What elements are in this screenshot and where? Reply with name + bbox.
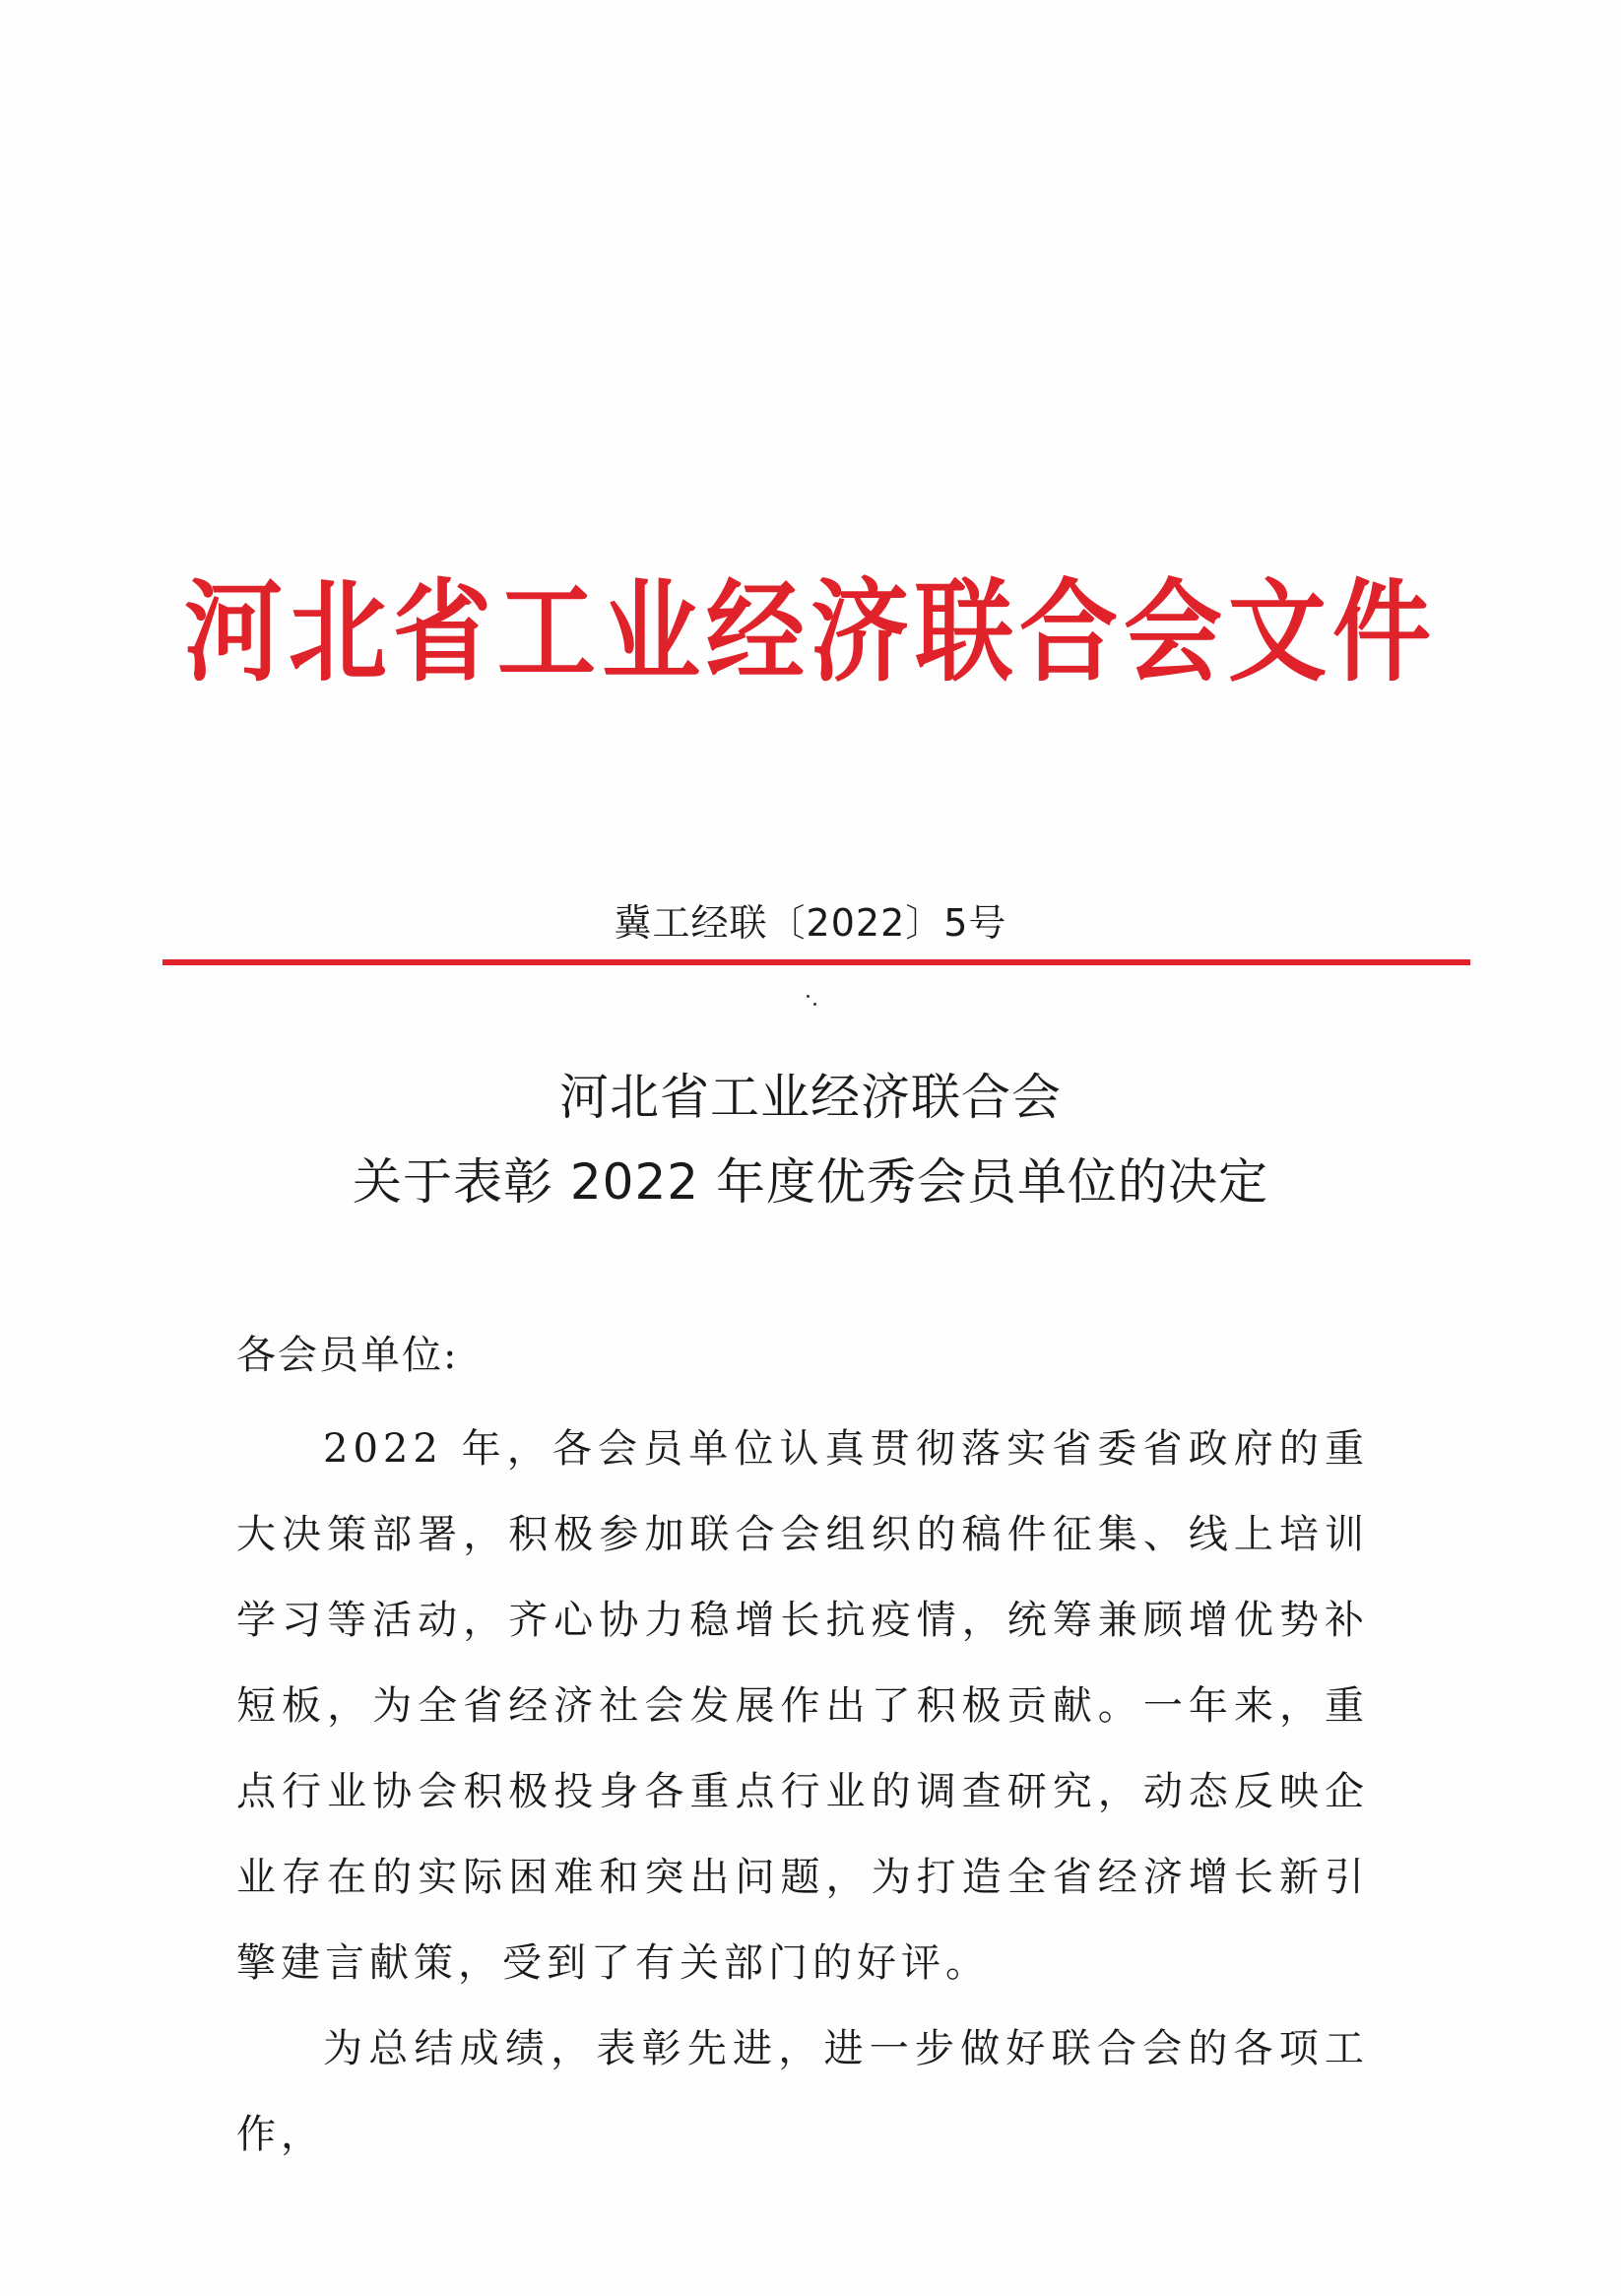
body-paragraph-2: 为总结成绩，表彰先进，进一步做好联合会的各项工作， — [236, 2026, 1369, 2157]
salutation: 各会员单位: — [236, 1333, 459, 1378]
red-divider-rule — [162, 959, 1470, 965]
document-number: 冀工经联〔2022〕5号 — [614, 901, 1007, 945]
scan-speck — [807, 995, 810, 998]
body-paragraph-1: 2022 年，各会员单位认真贯彻落实省委省政府的重大决策部署，积极参加联合会组织的稿件征集、线上培训学习等活动，齐心协力稳增长抗疫情，统筹兼顾增优势补短板，为全省经济社会发展作出了积极贡献。一年来，重点行业协会积极投身各重点行业的调查研究，动态反映企业存在的实际困难和突出问题，为打造全省经济增长新引擎建言献策，受到了有关部门的好评。 — [236, 1426, 1369, 1986]
document-title-line2: 关于表彰 2022 年度优秀会员单位的决定 — [352, 1153, 1269, 1211]
scan-speck — [813, 1003, 816, 1006]
document-masthead: 河北省工业经济联合会文件 — [184, 567, 1437, 697]
document-title-line1: 河北省工业经济联合会 — [559, 1069, 1062, 1126]
